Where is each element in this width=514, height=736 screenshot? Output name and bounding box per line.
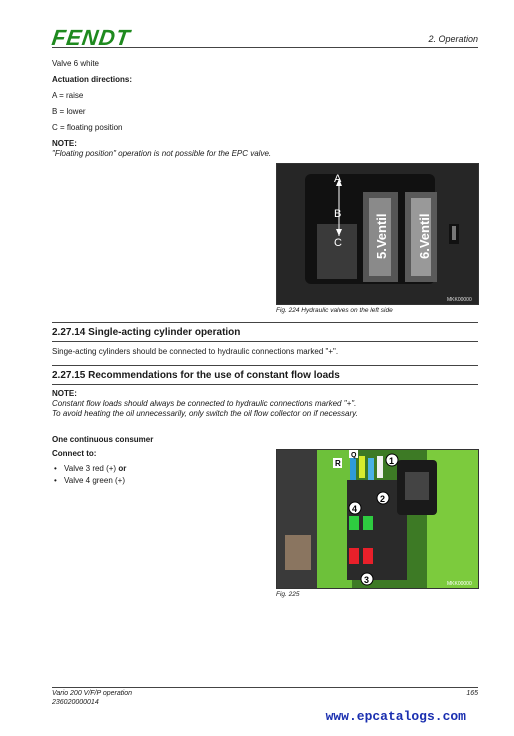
connection-label-q: Q — [351, 452, 357, 459]
list-item-or: or — [118, 464, 127, 473]
footer-divider — [52, 687, 478, 688]
actuation-item-floating: C = floating position — [52, 123, 123, 132]
actuation-item-lower: B = lower — [52, 107, 86, 116]
note-label: NOTE: — [52, 389, 77, 398]
section-divider-top — [52, 322, 478, 323]
connection-label-3: 3 — [364, 575, 370, 585]
valve-label-a: A — [334, 173, 342, 185]
figure-224-caption: Fig. 224 Hydraulic valves on the left side — [276, 307, 393, 314]
valve-label-b: B — [334, 208, 342, 220]
footer-model: Vario 200 V/F/P operation — [52, 690, 133, 697]
valve-label-c: C — [334, 237, 342, 249]
list-item-text: Valve 4 green (+) — [64, 476, 125, 485]
note-label: NOTE: — [52, 139, 77, 148]
constant-flow-note-line1: Constant flow loads should always be connected to hydraulic connections marked "+". — [52, 399, 357, 408]
list-item-text: Valve 3 red (+) — [64, 464, 119, 473]
section-divider-top — [52, 365, 478, 366]
website-link[interactable]: www.epcatalogs.com — [325, 709, 466, 724]
section-2-27-15-title: 2.27.15 Recommendations for the use of constant flow loads — [52, 370, 340, 381]
footer-page-number: 165 — [466, 690, 478, 697]
constant-flow-note-line2: To avoid heating the oil unnecessarily, only switch the oil flow collector on if necessary. — [52, 409, 358, 418]
valve-5-label: 5.Ventil — [374, 213, 389, 259]
connect-to-label: Connect to: — [52, 449, 97, 458]
header-divider — [52, 47, 478, 48]
section-divider-bottom — [52, 341, 478, 342]
hydraulic-valves-illustration — [277, 164, 478, 304]
constant-flow-illustration — [277, 450, 478, 588]
list-item — [52, 475, 126, 487]
list-item — [52, 463, 126, 475]
connection-list — [52, 463, 126, 487]
constant-flow-connection-photo — [276, 449, 479, 589]
connection-label-r: R — [335, 459, 341, 468]
hydraulic-valves-photo — [276, 163, 479, 305]
footer-document-number: 236020000014 — [52, 699, 99, 706]
one-continuous-consumer-heading: One continuous consumer — [52, 435, 154, 444]
connection-label-4: 4 — [352, 504, 358, 514]
connection-label-2: 2 — [380, 494, 386, 504]
note-text: "Floating position" operation is not possible for the EPC valve. — [52, 149, 272, 158]
valve-6-white-text: Valve 6 white — [52, 59, 99, 68]
figure-code: MKK00000 — [447, 297, 472, 303]
connection-label-1: 1 — [389, 456, 395, 466]
section-2-27-14-title: 2.27.14 Single-acting cylinder operation — [52, 327, 241, 338]
figure-225-caption: Fig. 225 — [276, 591, 300, 598]
valve-6-label: 6.Ventil — [417, 213, 432, 259]
actuation-directions-heading: Actuation directions: — [52, 75, 133, 84]
actuation-item-raise: A = raise — [52, 91, 84, 100]
figure-code: MKK00000 — [447, 581, 472, 587]
section-divider-bottom — [52, 384, 478, 385]
single-acting-text: Singe-acting cylinders should be connected to hydraulic connections marked "+". — [52, 347, 339, 356]
header-section-title: 2. Operation — [428, 34, 478, 44]
fendt-logo: FENDT — [50, 25, 133, 50]
